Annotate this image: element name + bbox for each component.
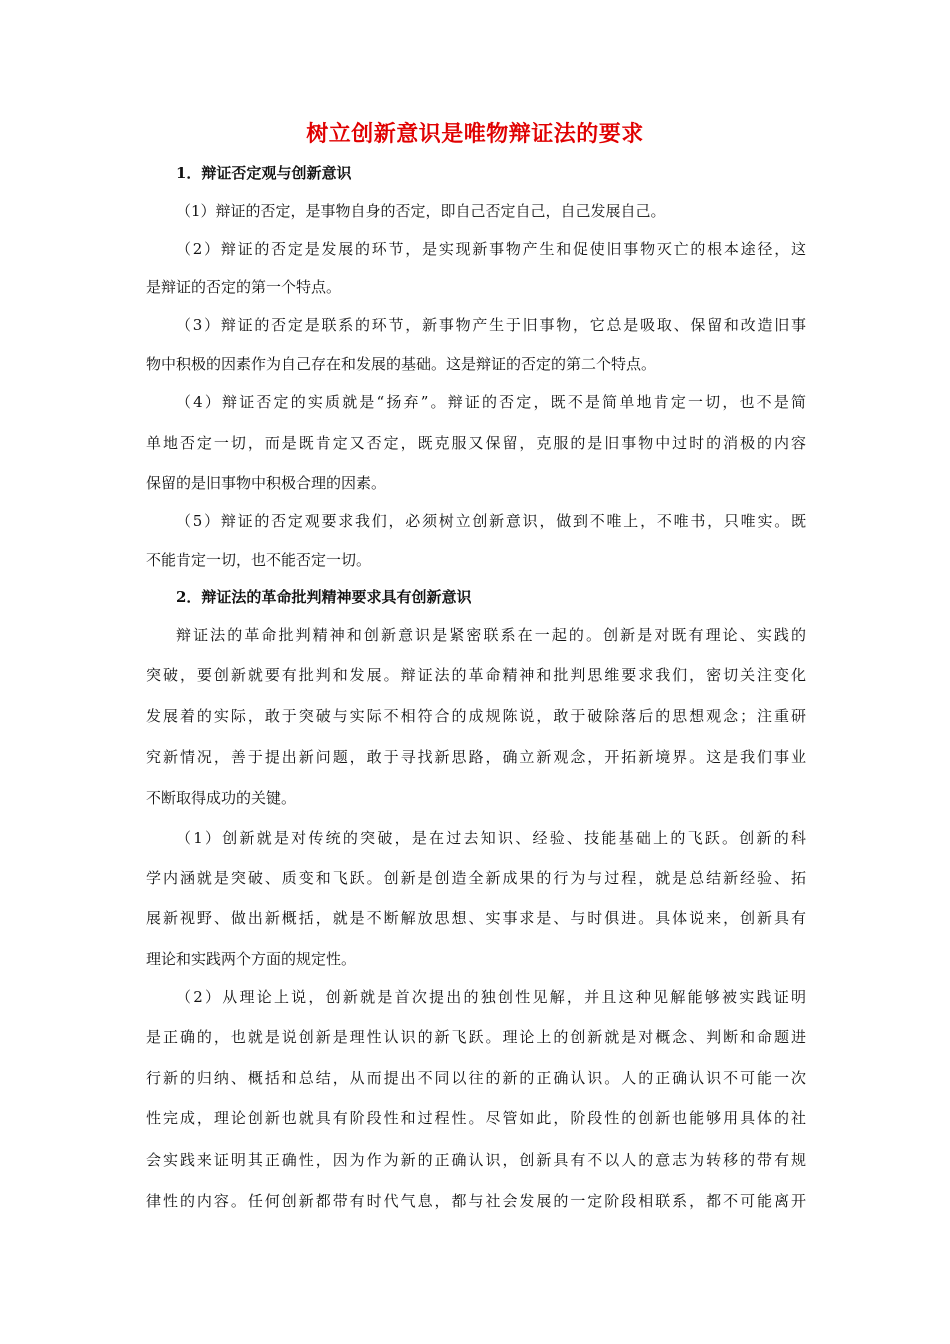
paragraph-line: （3）辩证的否定是联系的环节，新事物产生于旧事物，它总是吸取、保留和改造旧事: [176, 316, 806, 334]
paragraph-line: （2）辩证的否定是发展的环节，是实现新事物产生和促使旧事物灭亡的根本途径，这: [176, 240, 806, 258]
paragraph-line: 物中积极的因素作为自己存在和发展的基础。这是辩证的否定的第二个特点。: [146, 355, 657, 373]
paragraph-line: 究新情况，善于提出新问题，敢于寻找新思路，确立新观念，开拓新境界。这是我们事业: [146, 748, 806, 766]
paragraph-line: 突破，要创新就要有批判和发展。辩证法的革命精神和批判思维要求我们，密切关注变化: [146, 666, 806, 684]
paragraph-line: （1）创新就是对传统的突破，是在过去知识、经验、技能基础上的飞跃。创新的科: [176, 829, 806, 847]
paragraph-line: 不断取得成功的关键。: [146, 789, 297, 807]
paragraph-line: 发展着的实际，敢于突破与实际不相符合的成规陈说，敢于破除落后的思想观念；注重研: [146, 707, 806, 725]
section-heading-2: 2．辩证法的革命批判精神要求具有创新意识: [176, 588, 472, 606]
paragraph-line: （4）辩证否定的实质就是“扬弃”。辩证的否定，既不是简单地肯定一切，也不是简: [176, 393, 806, 411]
paragraph-line: 是辩证的否定的第一个特点。: [146, 278, 342, 296]
paragraph-line: 不能肯定一切，也不能否定一切。: [146, 551, 372, 569]
paragraph-line: 学内涵就是突破、质变和飞跃。创新是创造全新成果的行为与过程，就是总结新经验、拓: [146, 869, 806, 887]
paragraph-line: （5）辩证的否定观要求我们，必须树立创新意识，做到不唯上，不唯书，只唯实。既: [176, 512, 806, 530]
paragraph-line: 展新视野、做出新概括，就是不断解放思想、实事求是、与时俱进。具体说来，创新具有: [146, 909, 806, 927]
paragraph-line: 律性的内容。任何创新都带有时代气息，都与社会发展的一定阶段相联系，都不可能离开: [146, 1192, 806, 1210]
paragraph-line: 性完成，理论创新也就具有阶段性和过程性。尽管如此，阶段性的创新也能够用具体的社: [146, 1109, 806, 1127]
paragraph-line: 单地否定一切，而是既肯定又否定，既克服又保留，克服的是旧事物中过时的消极的内容: [146, 434, 806, 452]
paragraph-line: 会实践来证明其正确性，因为作为新的正确认识，创新具有不以人的意志为转移的带有规: [146, 1151, 806, 1169]
paragraph-line: （2）从理论上说，创新就是首次提出的独创性见解，并且这种见解能够被实践证明: [176, 988, 806, 1006]
paragraph-line: 辩证法的革命批判精神和创新意识是紧密联系在一起的。创新是对既有理论、实践的: [176, 626, 806, 644]
paragraph-line: 是正确的，也就是说创新是理性认识的新飞跃。理论上的创新就是对概念、判断和命题进: [146, 1028, 806, 1046]
paragraph-line: 行新的归纳、概括和总结，从而提出不同以往的新的正确认识。人的正确认识不可能一次: [146, 1069, 806, 1087]
document-title: 树立创新意识是唯物辩证法的要求: [306, 121, 644, 147]
section-heading-1: 1．辩证否定观与创新意识: [176, 164, 352, 182]
paragraph-line: （1）辩证的否定，是事物自身的否定，即自己否定自己，自己发展自己。: [176, 202, 666, 220]
paragraph-line: 理论和实践两个方面的规定性。: [146, 950, 357, 968]
paragraph-line: 保留的是旧事物中积极合理的因素。: [146, 474, 387, 492]
